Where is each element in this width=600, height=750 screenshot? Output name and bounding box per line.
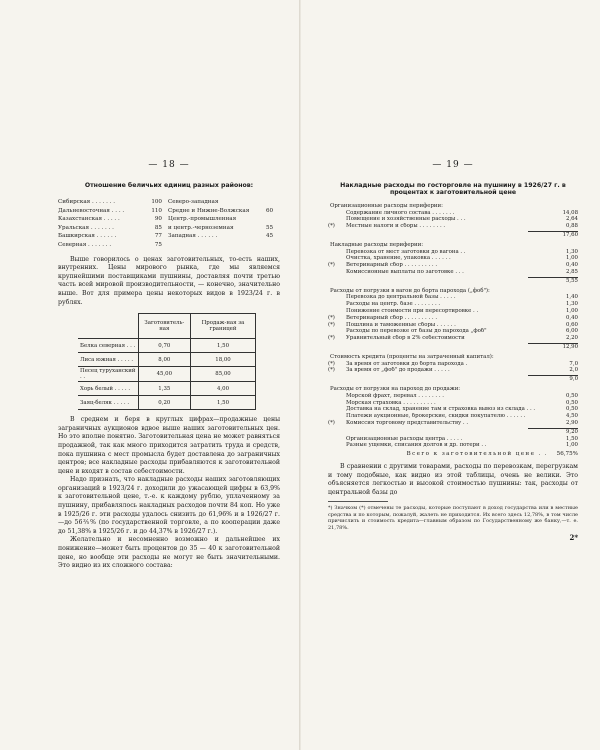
region-left	[58, 224, 162, 233]
cost-label: Местные налоги и сборы . . . . . . . .	[346, 223, 446, 230]
cost-label: Пошлина и таможенные сборы . . . . . .	[346, 321, 456, 328]
region-left	[58, 241, 162, 250]
region-right	[162, 207, 280, 216]
state-revenue-mark: (*)	[328, 335, 335, 342]
overhead-total-row	[328, 451, 578, 457]
state-revenue-mark: (*)	[328, 314, 335, 321]
region-heading: Отношение беличьих единиц разных районов:	[84, 182, 254, 189]
cost-label: Перевозка до центральной базы . . . . .	[346, 294, 456, 301]
section-subtotal: 5,55	[528, 277, 578, 285]
region-right	[162, 224, 280, 233]
cost-section-title: Расходы от погрузки на пароход до продажи:	[330, 385, 461, 392]
region-right-value: 55	[266, 224, 274, 231]
cost-row	[328, 223, 578, 230]
price-fur-name: Заяц-беляк . . . . .	[78, 396, 138, 410]
state-revenue-mark	[328, 436, 340, 443]
cost-value: 0,40	[565, 262, 578, 269]
region-right-value: 60	[266, 207, 274, 214]
cost-label: Организационные расходы центра . . . . .	[346, 435, 463, 442]
cost-label: Содержание личного состава . . . . . . .	[346, 209, 455, 216]
state-revenue-mark	[328, 393, 340, 400]
section-subtotal: 12,90	[528, 343, 578, 351]
cost-label: Платежи аукционные, брокерские, скидки покупателю . . . . . .	[346, 413, 526, 420]
cost-row	[328, 413, 578, 420]
cost-value: 0,50	[565, 399, 578, 406]
price-buy-value: 0,70	[138, 339, 190, 353]
cost-label: Разные ущемки, списания долгов и др. потери . .	[346, 442, 487, 449]
region-left	[58, 232, 162, 241]
paragraph-world-prices: Выше говорилось о ценах заготовительных, то-есть наших, внутренних. Цены мирового рынка, где мы являемся крупнейшими поставщиками пушнины, доставляя почти третью часть всей мировой производительности, — конечно, значительно выше. Вот для примера цены некоторых видов в 1923/24 г. в рублях.	[58, 255, 280, 306]
footnote-rule	[328, 501, 388, 502]
section-subtotal: 9,0	[528, 375, 578, 383]
total-label: Всего к заготовительной цене . .	[406, 451, 548, 458]
cost-label: За время от заготовки до борта парохода .	[346, 360, 468, 367]
price-sell-value: 4,00	[191, 382, 256, 396]
region-name: Сибирская . . . . . . .	[58, 199, 116, 205]
cost-label: Понижение стоимости при пересортировке . .	[346, 307, 479, 314]
paragraph-overhead-costs: Надо признать, что накладные расходы наших заготовляющих организаций в 1923/24 г. доходили до ужасающей цифры в 63,9% к заготовительной цене, т.-е. к каждому рублю, уплаченному за пушнину, прибавлялось накладных расходов почти 84 коп. Но уже в 1925/26 г. эти расходы удалось снизить до 61,96% и в 1926/27 г.—до 56⅖% (по государственной торговле, а по кооперации даже до 51,38% в 1925/26 г. и до 44,37% в 1926/27 г.).	[58, 476, 280, 535]
cost-label: Очистка, хранение, упаковка . . . . . .	[346, 255, 451, 262]
cost-value: 6,00	[565, 328, 578, 335]
cost-row	[328, 216, 578, 223]
region-name: Дальневосточная . . . .	[58, 207, 125, 214]
cost-label: Комиссионные выплаты по заготовке . . .	[346, 268, 464, 275]
region-name: Казахстанская . . . . .	[58, 216, 120, 223]
price-fur-name: Белка северная . . .	[78, 339, 138, 353]
cost-value: 2,64	[565, 216, 578, 223]
region-value: 90	[154, 216, 162, 223]
region-left	[58, 198, 162, 207]
cost-row	[328, 406, 578, 413]
region-name: Уральская . . . . . . .	[58, 224, 114, 231]
footnote: *) Значком (*) отмечены те расходы, которые поступают в доход государства или в местные средства и по которым, пожалуй, жалеть не приходится. Их всего здесь 12,78%, в том числе причислить и стоимость кредита—главным образом по Государственному же банку,—т. е. 21,78%.	[328, 505, 578, 531]
price-row	[78, 339, 256, 353]
cost-value: 4,50	[565, 413, 578, 420]
page-number-left: — 18 —	[148, 160, 190, 170]
section-subtotal: 9,20	[528, 428, 578, 436]
region-right	[162, 215, 280, 224]
overhead-heading: Накладные расходы по госторговле на пушнину в 1926/27 г. в процентах к заготовительной цене	[340, 182, 566, 197]
section-subtotal: 17,60	[528, 231, 578, 239]
cost-row	[328, 269, 578, 276]
cost-value: 2,85	[565, 268, 578, 275]
total-value: 56,75%	[556, 451, 578, 458]
cost-label: Расходы по перевозке от базы до парохода „фоб"	[346, 328, 487, 335]
cost-label: Уравнительный сбор в 2% себестоимости	[346, 335, 465, 342]
region-right-name: Западная . . . . . .	[168, 233, 218, 240]
price-sell-value: 85,00	[191, 367, 256, 382]
cost-label: Расходы на центр. базе . . . . . . . .	[346, 301, 441, 308]
cost-row	[328, 249, 578, 256]
price-row	[78, 396, 256, 410]
region-right	[162, 232, 280, 241]
right-page	[300, 0, 600, 750]
price-col-header-buy: Заготовитель-ная	[138, 314, 190, 339]
state-revenue-mark	[328, 294, 340, 301]
price-col-header-sell: Продаж-ная за границей	[191, 314, 256, 339]
cost-row	[328, 442, 578, 449]
region-ratio-table	[58, 198, 280, 250]
cost-value: 2,90	[565, 419, 578, 426]
paragraph-reduction: Желательно и несомненно возможно и дальнейшее их понижение—может быть процентов до 35 — 40 к заготовительной цене, но вообще эти расходы не могут не быть значительными. Это видно из их сложного состава:	[58, 536, 280, 570]
cost-label: Ветеринарный сбор . . . . . . . . . .	[346, 314, 438, 321]
cost-value: 1,30	[565, 248, 578, 255]
cost-value: 7,0	[569, 360, 578, 367]
cost-label: Ветеринарный сбор . . . . . . . . . .	[346, 262, 438, 269]
cost-label: Комиссия торговому представительству . .	[346, 419, 469, 426]
price-fur-name: Хорь белый . . . . .	[78, 382, 138, 396]
cost-row	[328, 400, 578, 407]
region-right-name: Центр.-промышленная	[168, 216, 237, 223]
cost-value: 0,40	[565, 314, 578, 321]
cost-value: 0,50	[565, 406, 578, 413]
region-value: 110	[151, 207, 162, 214]
price-buy-value: 8,00	[138, 353, 190, 367]
region-name: Северная . . . . . . .	[58, 241, 112, 248]
region-row	[58, 207, 280, 216]
paragraph-auction-prices: В среднем и беря в круглых цифрах—продажные цены заграничных аукционов вдвое выше наших заготовительных цен. Но это вполне понятно. Заготовительная цена не может равняться продажной, так как много приходится затратить труда и средств, пока пушнина с мест промысла будет доставлена до заграничных центров; все накладные расходы прибавляются к заготовительной цене и входят в состав себестоимости.	[58, 416, 280, 475]
region-row	[58, 224, 280, 233]
state-revenue-mark: (*)	[328, 360, 335, 367]
cost-row	[328, 210, 578, 217]
cost-row	[328, 262, 578, 269]
state-revenue-mark	[328, 406, 340, 413]
cost-row	[328, 322, 578, 329]
overhead-extra-rows	[328, 436, 578, 450]
cost-row	[328, 301, 578, 308]
state-revenue-mark	[328, 249, 340, 256]
cost-label: Доставка на склад, хранение там и страховка вывоз из склада . . .	[346, 406, 536, 413]
price-sell-value: 1,50	[191, 339, 256, 353]
price-fur-name: Песец туруханский . .	[78, 367, 138, 382]
cost-section-title: Расходы от погрузки в вагон до борта парохода („фоб"):	[330, 287, 490, 294]
cost-value: 2,0	[569, 367, 578, 374]
cost-section-title: Накладные расходы периферии:	[330, 241, 424, 248]
paragraph-comparison: В сравнении с другими товарами, расходы по перевозкам, перегрузкам и тому подобные, как видно из этой таблицы, очень не велики. Это объясняется легкостью и высокой стоимостью пушнины: так, расходы от центральной базы до	[328, 463, 578, 496]
cost-section-title: Стоимость кредита (проценты на затраченный капитал):	[330, 353, 494, 360]
cost-value: 1,00	[565, 307, 578, 314]
region-row	[58, 198, 280, 207]
cost-row	[328, 361, 578, 368]
region-right	[162, 198, 280, 207]
cost-section-title: Организационные расходы периферии:	[330, 202, 443, 209]
price-sell-value: 18,00	[191, 353, 256, 367]
region-right-value: 45	[266, 233, 274, 240]
cost-value: 1,30	[565, 301, 578, 308]
region-right-value	[266, 198, 280, 207]
price-buy-value: 0,20	[138, 396, 190, 410]
state-revenue-mark	[328, 301, 340, 308]
region-right-value	[266, 241, 280, 250]
cost-value: 0,50	[565, 392, 578, 399]
region-right-name	[168, 241, 266, 250]
state-revenue-mark	[328, 442, 340, 449]
cost-value: 0,88	[565, 223, 578, 230]
region-row	[58, 232, 280, 241]
region-value: 85	[154, 224, 162, 231]
cost-value: 1,50	[565, 435, 578, 442]
cost-row	[328, 308, 578, 315]
region-right	[162, 241, 280, 250]
price-row	[78, 382, 256, 396]
region-right-name: и центр.-черноземная	[168, 224, 234, 231]
state-revenue-mark	[328, 269, 340, 276]
region-right-name: Средне и Нижне-Волжская	[168, 207, 250, 214]
region-left	[58, 207, 162, 216]
region-right-value	[266, 215, 280, 224]
price-comparison-table	[78, 313, 256, 410]
state-revenue-mark: (*)	[328, 262, 335, 269]
region-right-name: Северо-западная	[168, 199, 219, 205]
price-fur-name: Лиса южная . . . . .	[78, 353, 138, 367]
cost-value: 1,00	[565, 442, 578, 449]
region-value: 100	[151, 199, 162, 205]
state-revenue-mark: (*)	[328, 367, 335, 374]
state-revenue-mark: (*)	[328, 419, 335, 426]
cost-value: 0,60	[565, 321, 578, 328]
cost-value: 1,00	[565, 255, 578, 262]
cost-row	[328, 420, 578, 427]
state-revenue-mark: (*)	[328, 321, 335, 328]
cost-row	[328, 335, 578, 342]
cost-row	[328, 393, 578, 400]
cost-row	[328, 294, 578, 301]
price-buy-value: 1,35	[138, 382, 190, 396]
cost-value: 2,20	[565, 335, 578, 342]
price-table-corner	[78, 314, 138, 339]
region-value: 75	[154, 241, 162, 248]
cost-value: 1,40	[565, 294, 578, 301]
region-left	[58, 215, 162, 224]
region-name: Башкирская . . . . . .	[58, 233, 117, 240]
signature-mark: 2*	[569, 533, 578, 543]
overhead-cost-table	[328, 203, 578, 436]
region-row	[58, 241, 280, 250]
cost-label: За время от „фоб" до продажи . . . . .	[346, 367, 450, 374]
state-revenue-mark: (*)	[328, 223, 335, 230]
cost-row	[328, 367, 578, 374]
region-value: 77	[154, 233, 162, 240]
cost-value: 14,08	[562, 209, 578, 216]
state-revenue-mark	[328, 400, 340, 407]
price-sell-value: 1,50	[191, 396, 256, 410]
cost-label: Морская страховка . . . . . . . . . .	[346, 399, 436, 406]
price-buy-value: 45,00	[138, 367, 190, 382]
price-row	[78, 353, 256, 367]
state-revenue-mark	[328, 210, 340, 217]
cost-label: Помещение и хозяйственные расходы . . .	[346, 216, 466, 223]
page-number-right: — 19 —	[432, 160, 474, 170]
cost-label: Морской фрахт, перевал . . . . . . . .	[346, 392, 445, 399]
state-revenue-mark	[328, 308, 340, 315]
region-row	[58, 215, 280, 224]
cost-row	[328, 328, 578, 335]
price-row	[78, 367, 256, 382]
cost-label: Перевозка от мест заготовки до вагона . .	[346, 248, 466, 255]
cost-row	[328, 315, 578, 322]
cost-row	[328, 255, 578, 262]
cost-row	[328, 436, 578, 443]
state-revenue-mark	[328, 413, 340, 420]
